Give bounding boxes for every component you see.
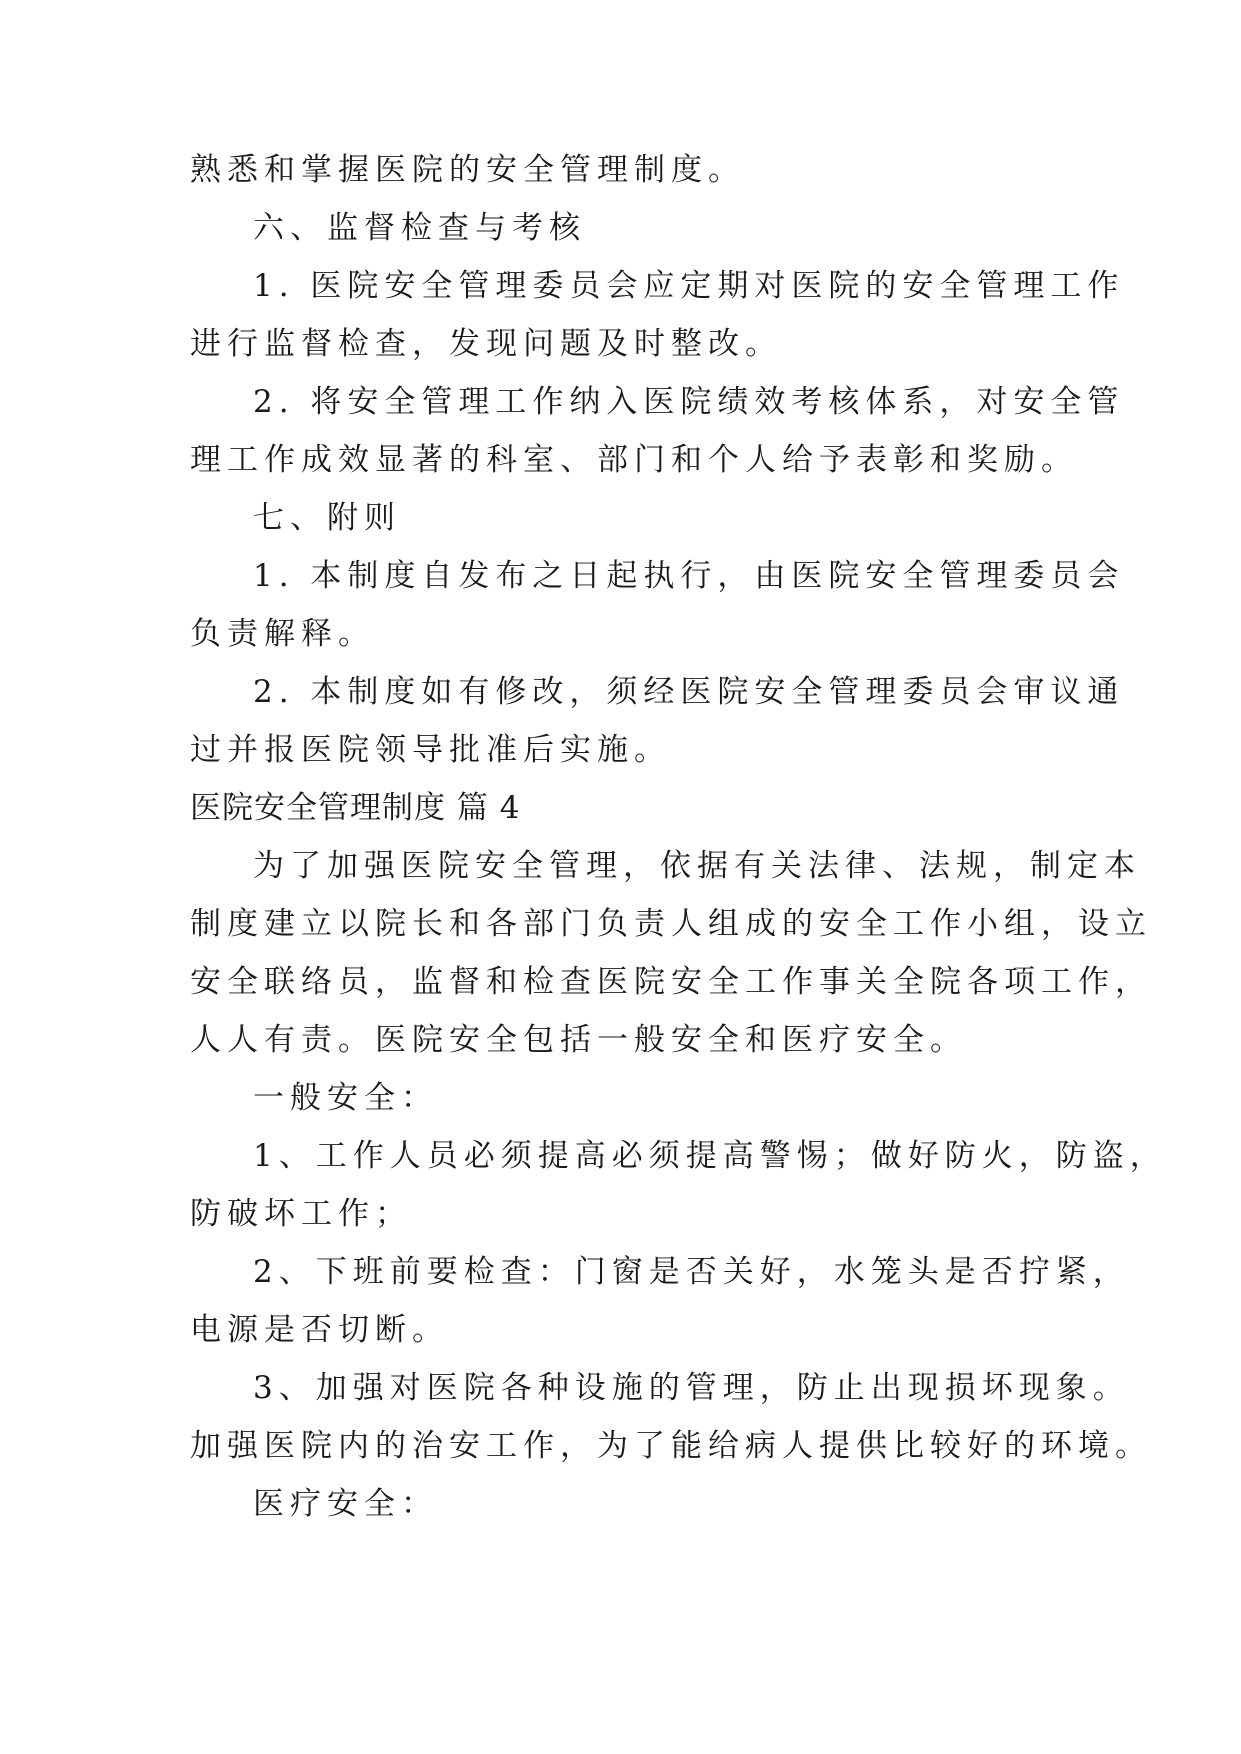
text-line: 进行监督检查，发现问题及时整改。 bbox=[190, 326, 782, 362]
text-line: 过并报医院领导批准后实施。 bbox=[190, 732, 671, 768]
text-line: 1. 医院安全管理委员会应定期对医院的安全管理工作 bbox=[253, 268, 1125, 304]
text-line: 2、下班前要检查：门窗是否关好，水笼头是否拧紧， bbox=[253, 1254, 1130, 1290]
text-line: 防破坏工作； bbox=[190, 1196, 412, 1232]
text-line: 安全联络员，监督和检查医院安全工作事关全院各项工作， bbox=[190, 964, 1152, 1000]
text-line: 制度建立以院长和各部门负责人组成的安全工作小组，设立 bbox=[190, 906, 1152, 942]
article-title: 医院安全管理制度 篇 4 bbox=[190, 790, 521, 826]
text-line: 2. 本制度如有修改，须经医院安全管理委员会审议通 bbox=[253, 674, 1125, 710]
text-line: 人人有责。医院安全包括一般安全和医疗安全。 bbox=[190, 1022, 967, 1058]
text-line: 3、加强对医院各种设施的管理，防止出现损坏现象。 bbox=[253, 1370, 1130, 1406]
text-line: 熟悉和掌握医院的安全管理制度。 bbox=[190, 152, 745, 188]
text-line: 负责解释。 bbox=[190, 616, 375, 652]
text-line: 理工作成效显著的科室、部门和个人给予表彰和奖励。 bbox=[190, 442, 1078, 478]
text-line: 为了加强医院安全管理，依据有关法律、法规，制定本 bbox=[253, 848, 1141, 884]
section-heading: 六、监督检查与考核 bbox=[253, 210, 586, 246]
text-line: 2. 将安全管理工作纳入医院绩效考核体系，对安全管 bbox=[253, 384, 1125, 420]
section-heading: 七、附则 bbox=[253, 500, 401, 536]
section-heading: 一般安全： bbox=[253, 1080, 438, 1116]
text-line: 1、工作人员必须提高必须提高警惕；做好防火，防盗， bbox=[253, 1138, 1167, 1174]
text-line: 电源是否切断。 bbox=[190, 1312, 449, 1348]
section-heading: 医疗安全： bbox=[253, 1486, 438, 1522]
text-line: 加强医院内的治安工作，为了能给病人提供比较好的环境。 bbox=[190, 1428, 1152, 1464]
text-line: 1. 本制度自发布之日起执行，由医院安全管理委员会 bbox=[253, 558, 1125, 594]
